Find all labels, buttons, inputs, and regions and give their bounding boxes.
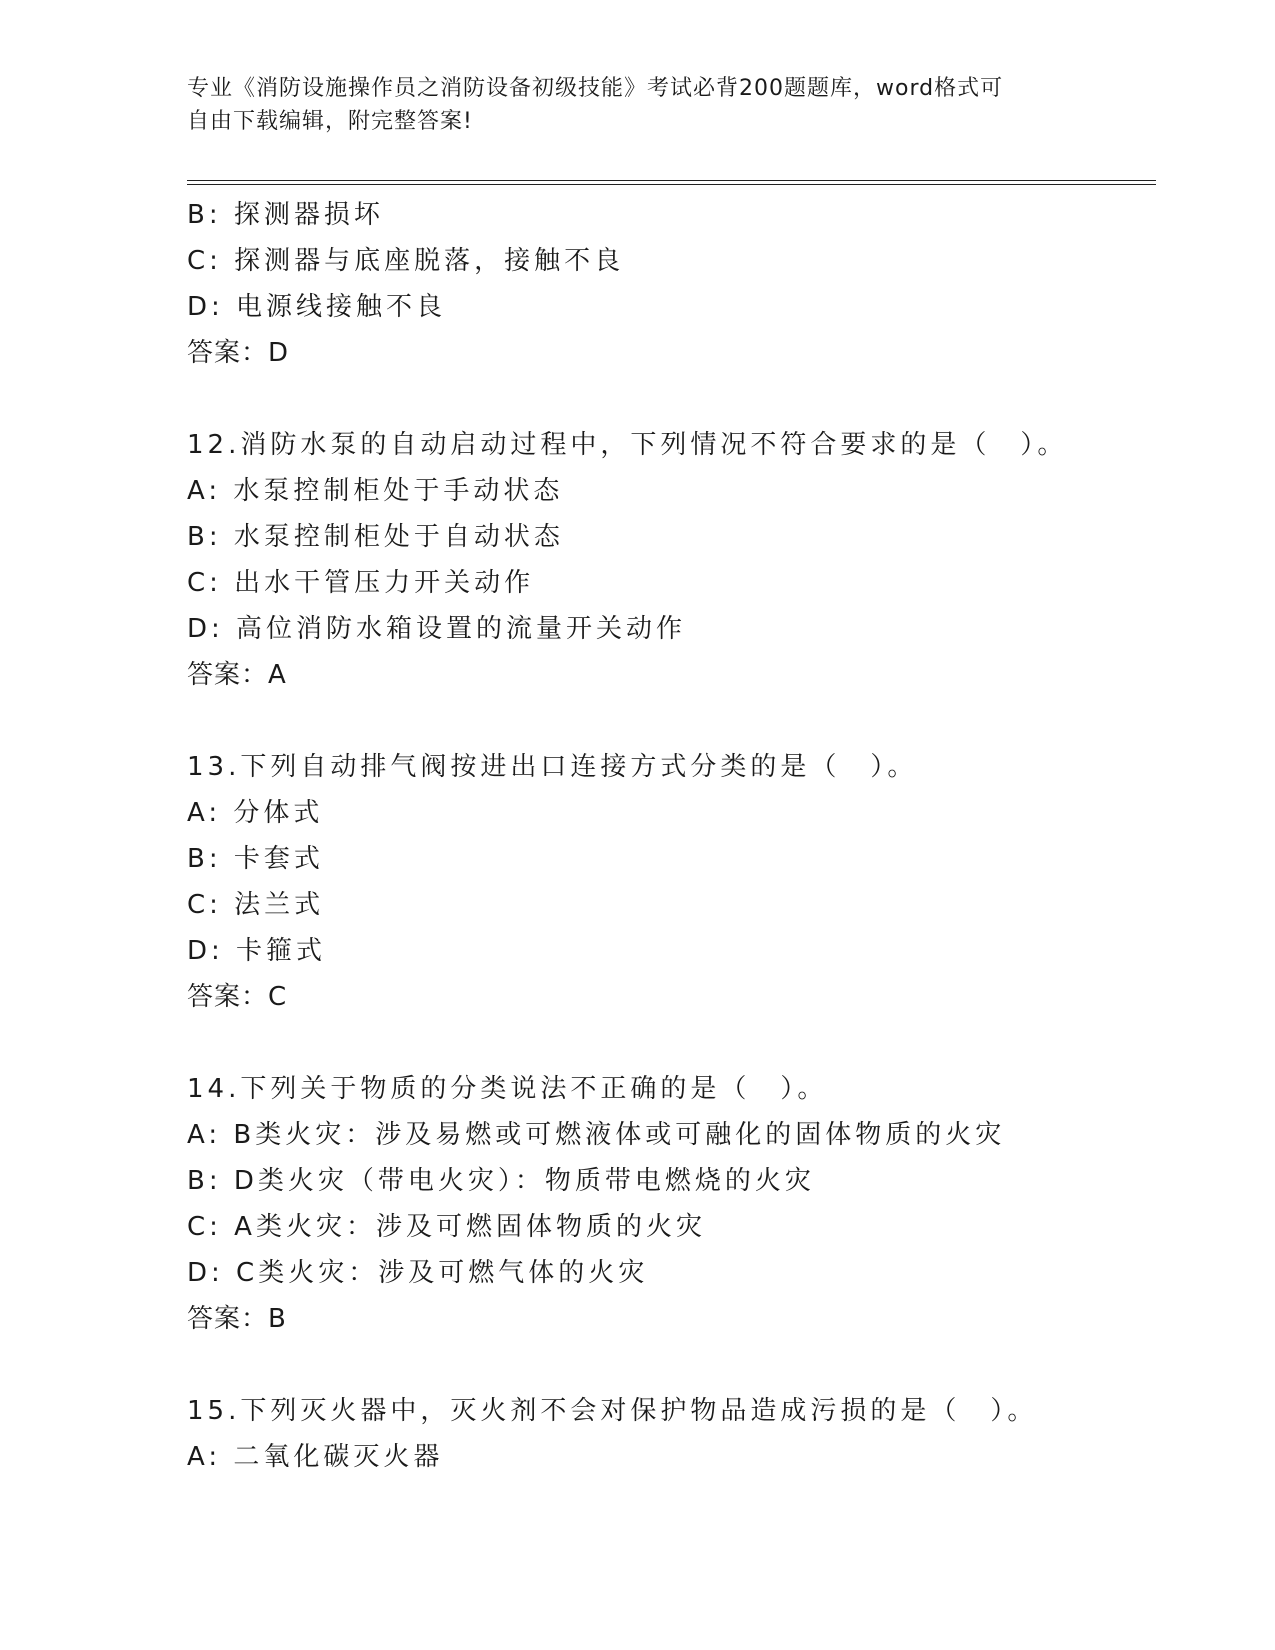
header-rule-top: [187, 180, 1156, 181]
question-list: [187, 192, 1177, 1480]
option-a: A: B类火灾：涉及易燃或可燃液体或可融化的固体物质的火灾: [187, 1120, 1006, 1150]
question-block-14: [187, 1066, 1177, 1342]
option-c: C: 法兰式: [187, 890, 325, 920]
answer-line: 答案：D: [187, 338, 290, 368]
option-c: C: 探测器与底座脱落，接触不良: [187, 246, 625, 276]
question-stem: 12.消防水泵的自动启动过程中，下列情况不符合要求的是（ ）。: [187, 430, 1068, 460]
option-b: B: 卡套式: [187, 844, 324, 874]
answer-line: 答案：B: [187, 1304, 287, 1334]
question-stem: 14.下列关于物质的分类说法不正确的是（ ）。: [187, 1074, 828, 1104]
option-b: B: 水泵控制柜处于自动状态: [187, 522, 564, 552]
block-spacer: [187, 376, 1177, 422]
option-c: C: A类火灾：涉及可燃固体物质的火灾: [187, 1212, 706, 1242]
block-spacer: [187, 698, 1177, 744]
question-block-13: [187, 744, 1177, 1020]
block-spacer: [187, 1342, 1177, 1388]
option-d: D: C类火灾：涉及可燃气体的火灾: [187, 1258, 649, 1288]
question-block-15: [187, 1388, 1177, 1480]
block-spacer: [187, 1020, 1177, 1066]
question-stem: 13.下列自动排气阀按进出口连接方式分类的是（ ）。: [187, 752, 918, 782]
header-line-1: 专业《消防设施操作员之消防设备初级技能》考试必背200题题库，word格式可: [187, 76, 1004, 101]
answer-line: 答案：A: [187, 660, 287, 690]
option-d: D: 电源线接触不良: [187, 292, 447, 322]
option-b: B: 探测器损坏: [187, 200, 384, 230]
question-stem: 15.下列灭火器中，灭火剂不会对保护物品造成污损的是（ ）。: [187, 1396, 1038, 1426]
option-c: C: 出水干管压力开关动作: [187, 568, 535, 598]
question-block-11: [187, 192, 1177, 376]
option-b: B: D类火灾（带电火灾）：物质带电燃烧的火灾: [187, 1166, 815, 1196]
option-d: D: 卡箍式: [187, 936, 327, 966]
header-line-2: 自由下载编辑，附完整答案!: [187, 109, 473, 134]
option-a: A: 分体式: [187, 798, 324, 828]
header-rule-bottom: [187, 184, 1156, 185]
option-d: D: 高位消防水箱设置的流量开关动作: [187, 614, 687, 644]
answer-line: 答案：C: [187, 982, 288, 1012]
option-a: A: 二氧化碳灭火器: [187, 1442, 444, 1472]
option-a: A: 水泵控制柜处于手动状态: [187, 476, 564, 506]
document-header: [187, 72, 1087, 138]
question-block-12: [187, 422, 1177, 698]
